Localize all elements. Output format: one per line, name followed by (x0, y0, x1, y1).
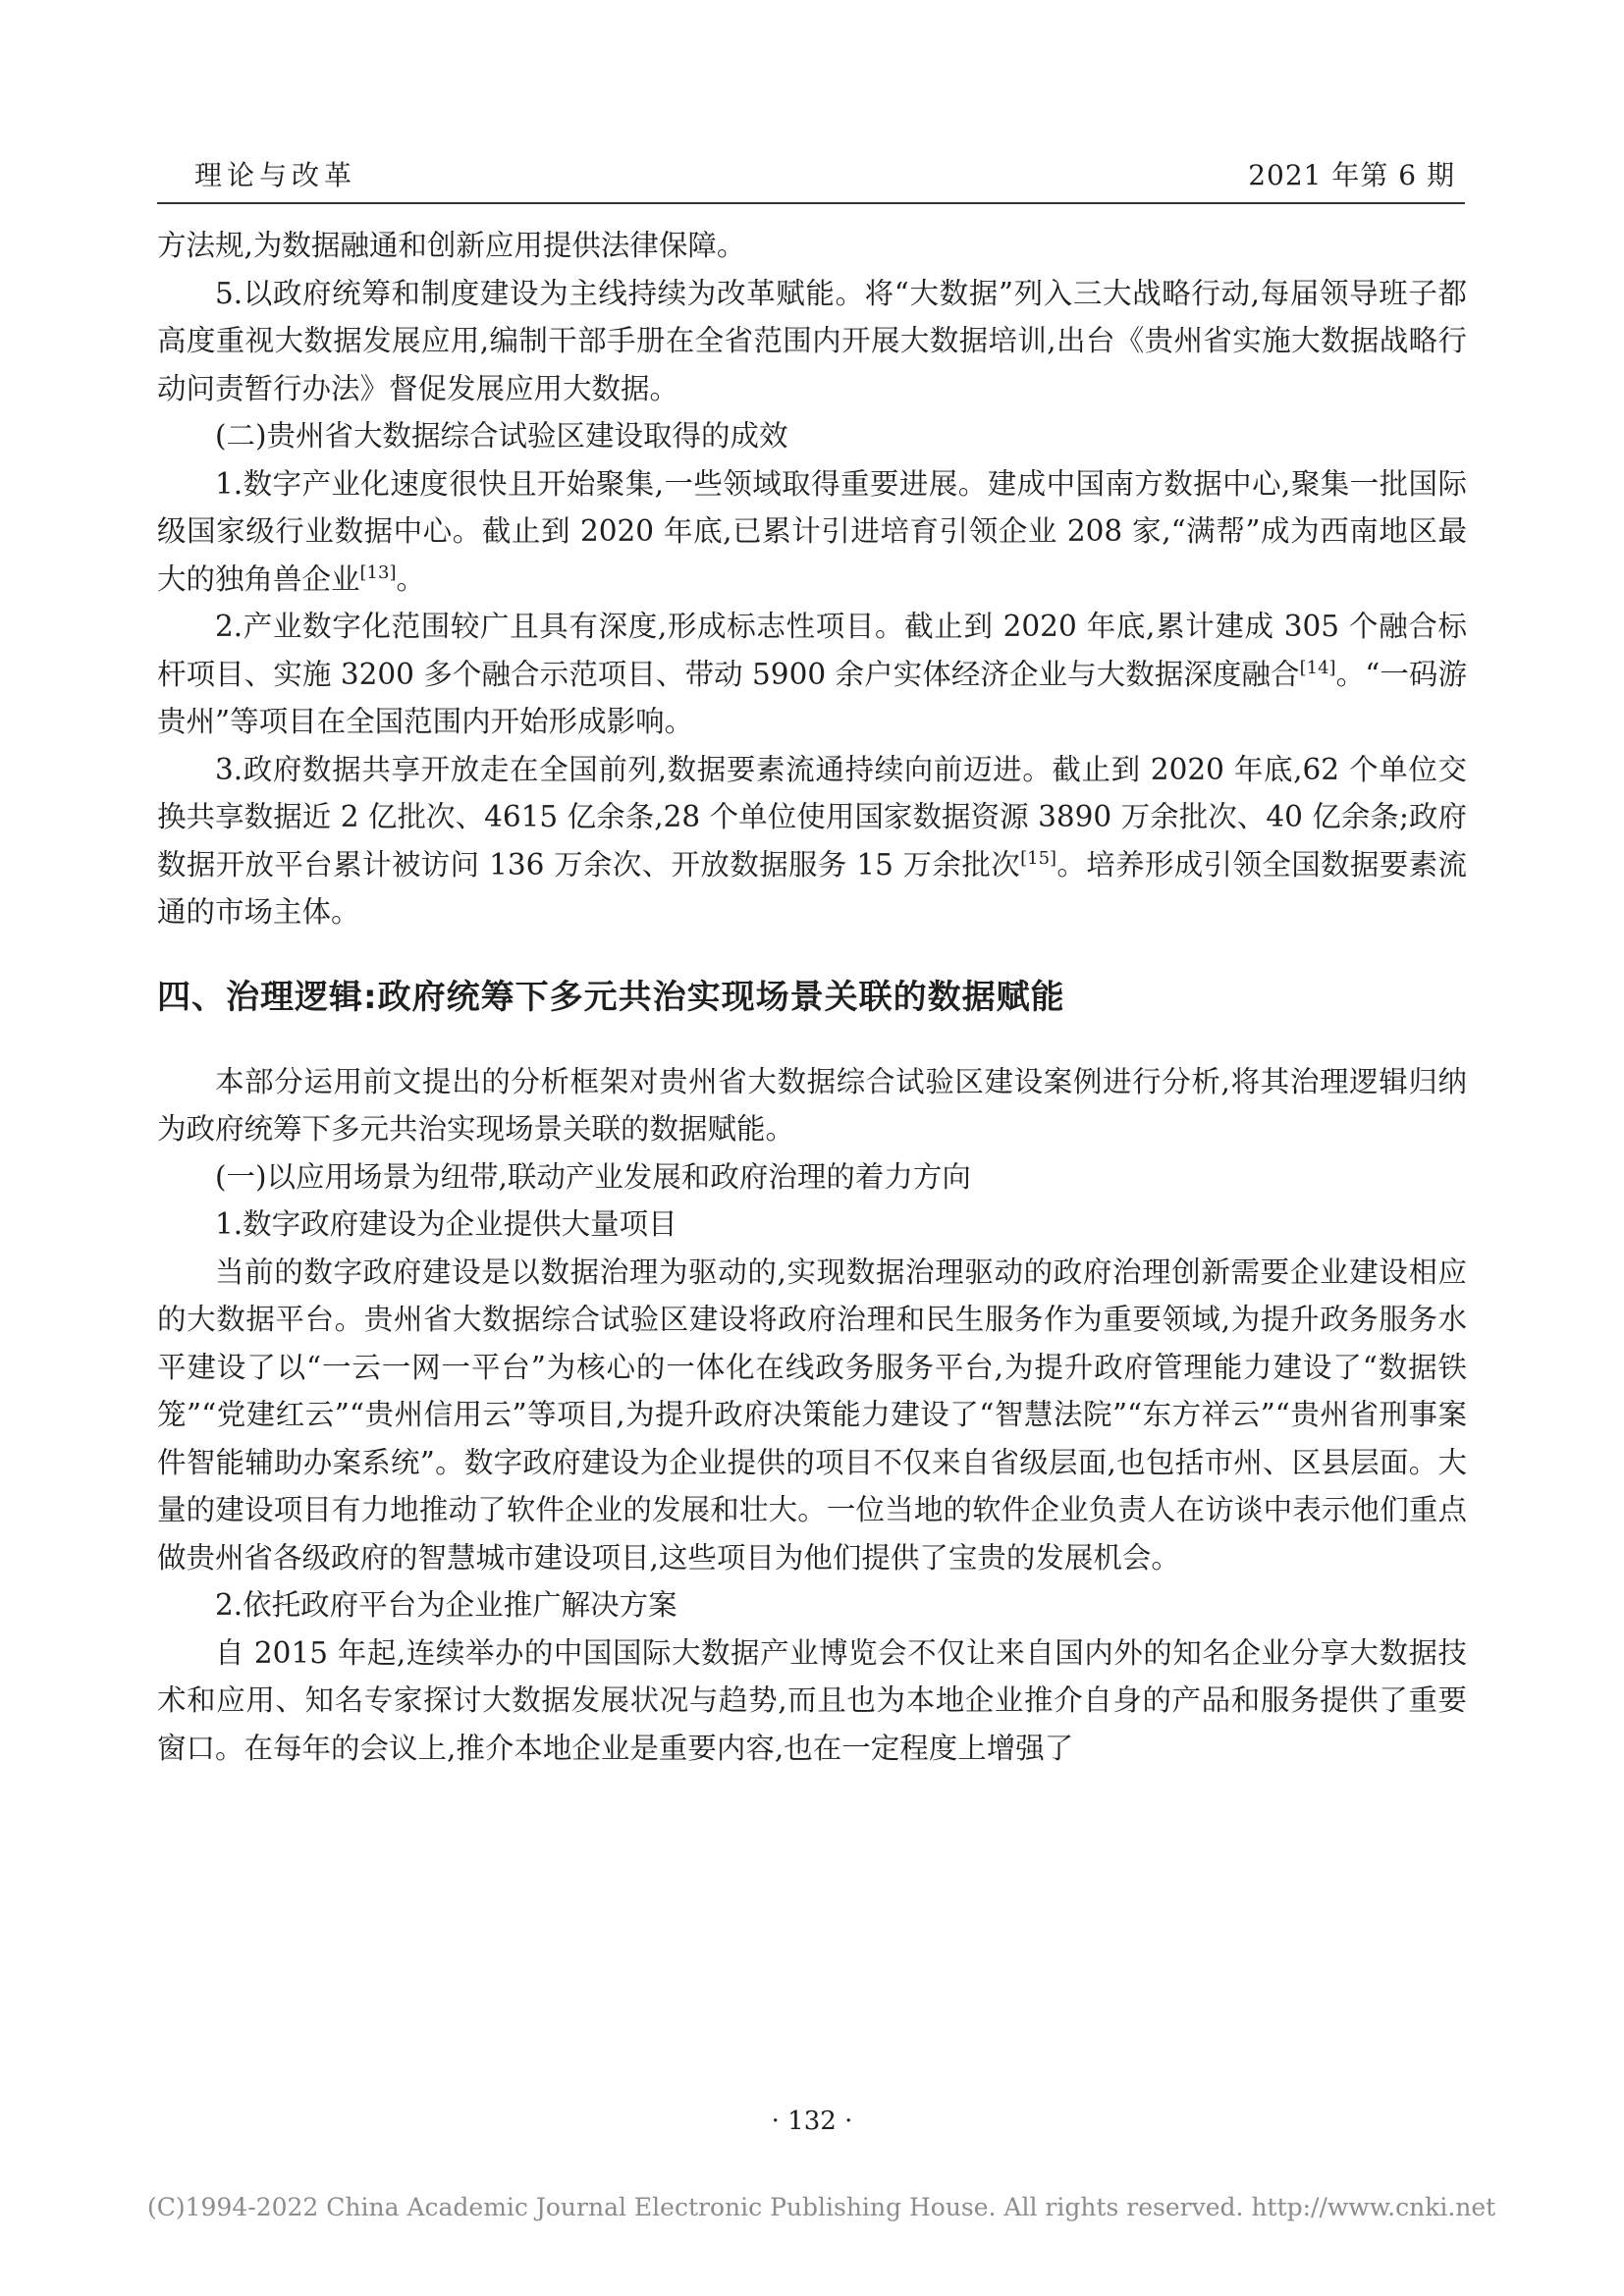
citation-13[interactable]: [13] (359, 561, 397, 583)
section-heading: 四、治理逻辑:政府统筹下多元共治实现场景关联的数据赋能 (157, 977, 1065, 1017)
paragraph-digital-government: 当前的数字政府建设是以数据治理为驱动的,实现数据治理驱动的政府治理创新需要企业建设相应的大数据平台。贵州省大数据综合试验区建设将政府治理和民生服务作为重要领域,为提升政务服务水平建设了以“一云一网一平台”为核心的一体化在线政务服务平台,为提升政府管理能力建设了“数据铁笼”“党建红云”“贵州信用云”等项目,为提升政府决策能力建设了“智慧法院”“东方祥云”“贵州省刑事案件智能辅助办案系统”。数字政府建设为企业提供的项目不仅来自省级层面,也包括市州、区县层面。大量的建设项目有力地推动了软件企业的发展和壮大。一位当地的软件企业负责人在访谈中表示他们重点做贵州省各级政府的智慧城市建设项目,这些项目为他们提供了宝贵的发展机会。 (157, 1255, 1467, 1575)
header-divider (157, 202, 1465, 204)
paragraph-text: 1.数字产业化速度很快且开始聚集,一些领域取得重要进展。建成中国南方数据中心,聚集一批国际级国家级行业数据中心。截止到 2020 年底,已累计引进培育引领企业 208 家,“满帮”成为西南地区最大的独角兽企业 (157, 466, 1467, 596)
citation-14[interactable]: [14] (1299, 657, 1336, 678)
paragraph-big-data-expo: 自 2015 年起,连续举办的中国国际大数据产业博览会不仅让来自国内外的知名企业分享大数据技术和应用、知名专家探讨大数据发展状况与趋势,而且也为本地企业推介自身的产品和服务提供了重要窗口。在每年的会议上,推介本地企业是重要内容,也在一定程度上增强了 (157, 1635, 1467, 1765)
issue-number: 2021 年第 6 期 (1248, 159, 1455, 191)
article-body (157, 222, 1467, 1772)
paragraph-achievement-1 (157, 460, 1467, 604)
paragraph-achievement-2 (157, 603, 1467, 746)
subheading-digital-government: 1.数字政府建设为企业提供大量项目 (215, 1207, 677, 1241)
paragraph-continuation: 方法规,为数据融通和创新应用提供法律保障。 (157, 229, 746, 262)
paragraph-achievement-3 (157, 746, 1467, 936)
paragraph-text: 2.产业数字化范围较广且具有深度,形成标志性项目。截止到 2020 年底,累计建成 305 个融合标杆项目、实施 3200 多个融合示范项目、带动 5900 余户实体经济企业与大数据深度融合 (157, 610, 1467, 691)
paragraph-text: 3.政府数据共享开放走在全国前列,数据要素流通持续向前迈进。截止到 2020 年底,62 个单位交换共享数据近 2 亿批次、4615 亿余条,28 个单位使用国家数据资源 3890 万余批次、40 亿余条;政府数据开放平台累计被访问 136 万余次、开放数据服务 15 万余批次 (157, 752, 1467, 881)
paragraph-text-end: 。培养形成引领全国数据要素流通的市场主体。 (157, 847, 1467, 929)
page-number: · 132 · (771, 2107, 853, 2136)
subheading-platform-promotion: 2.依托政府平台为企业推广解决方案 (215, 1588, 677, 1622)
paragraph-text-end: 。“一码游贵州”等项目在全国范围内开始形成影响。 (157, 657, 1467, 738)
citation-15[interactable]: [15] (1020, 847, 1057, 869)
subsection-heading-scenarios: (一)以应用场景为纽带,联动产业发展和政府治理的着力方向 (215, 1159, 971, 1194)
subsection-heading-achievements: (二)贵州省大数据综合试验区建设取得的成效 (215, 419, 788, 453)
paragraph-point-5: 5.以政府统筹和制度建设为主线持续为改革赋能。将“大数据”列入三大战略行动,每届领导班子都高度重视大数据发展应用,编制干部手册在全省范围内开展大数据培训,出台《贵州省实施大数据战略行动问责暂行办法》督促发展应用大数据。 (157, 276, 1467, 405)
journal-title: 理论与改革 (194, 159, 357, 191)
paragraph-section-intro: 本部分运用前文提出的分析框架对贵州省大数据综合试验区建设案例进行分析,将其治理逻辑归纳为政府统筹下多元共治实现场景关联的数据赋能。 (157, 1064, 1467, 1146)
paragraph-text-end: 。 (396, 561, 425, 596)
copyright-notice: (C)1994-2022 China Academic Journal Electronic Publishing House. All rights reserved. http://www.cnki.net (147, 2193, 1496, 2221)
running-head (157, 151, 1465, 196)
